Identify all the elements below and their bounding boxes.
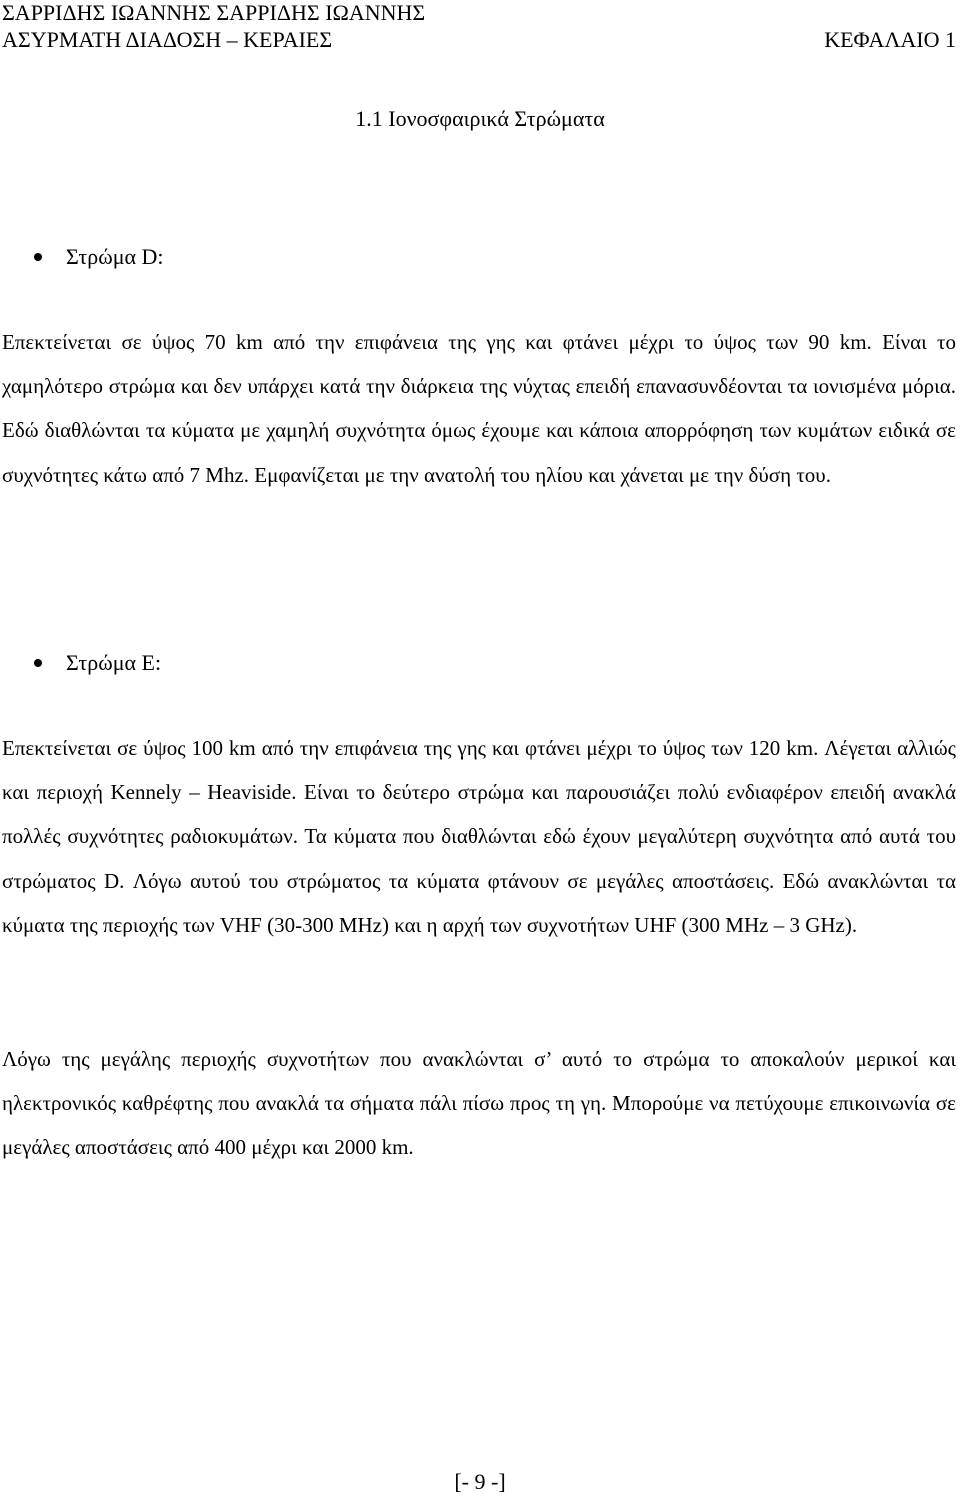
bullet-icon — [34, 659, 42, 667]
layer-e-paragraph-2: Λόγω της μεγάλης περιοχής συχνοτήτων που ανακλώνται σ’ αυτό το στρώμα το αποκαλούν μερικοί και ηλεκτρονικός καθρέφτης που ανακλά τα σήματα πάλι πίσω προς τη γη. Μπορούμε να πετύχουμε επικοινωνία σε μεγάλες αποστάσεις από 400 μέχρι και 2000 km. — [2, 1047, 956, 1160]
header-subject: ΑΣΥΡΜΑΤΗ ΔΙΑΔΟΣΗ – ΚΕΡΑΙΕΣ — [2, 27, 333, 52]
header-authors: ΣΑΡΡΙΔΗΣ ΙΩΑΝΝΗΣ ΣΑΡΡΙΔΗΣ ΙΩΑΝΝΗΣ — [2, 0, 426, 25]
header-chapter: ΚΕΦΑΛΑΙΟ 1 — [824, 27, 956, 52]
section-title: 1.1 Ιονοσφαιρικά Στρώματα — [355, 106, 605, 131]
page-number: [- 9 -] — [454, 1469, 506, 1494]
layer-d-heading: Στρώμα D: — [66, 244, 164, 269]
layer-e-heading-row — [34, 650, 161, 676]
layer-d-paragraph: Επεκτείνεται σε ύψος 70 km από την επιφάνεια της γης και φτάνει μέχρι το ύψος των 90 km. Είναι το χαμηλότερο στρώμα και δεν υπάρχει κατά την διάρκεια της νύχτας επειδή επανασυνδέονται τα ιονισμένα μόρια. Εδώ διαθλώνται τα κύματα με χαμηλή συχνότητα όμως έχουμε και κάποια απορρόφηση των κυμάτων ειδικά σε συχνότητες κάτω από 7 Mhz. Εμφανίζεται με την ανατολή του ηλίου και χάνεται με την δύση του. — [2, 330, 956, 487]
layer-d-heading-row — [34, 244, 164, 270]
bullet-icon — [34, 253, 42, 261]
layer-e-heading: Στρώμα E: — [66, 650, 162, 675]
layer-e-paragraph-1: Επεκτείνεται σε ύψος 100 km από την επιφάνεια της γης και φτάνει μέχρι το ύψος των 120 km. Λέγεται αλλιώς και περιοχή Kennely – Heaviside. Είναι το δεύτερο στρώμα και παρουσιάζει πολύ ενδιαφέρον επειδή ανακλά πολλές συχνότητες ραδιοκυμάτων. Τα κύματα που διαθλώνται εδώ έχουν μεγαλύτερη συχνότητα από αυτά του στρώματος D. Λόγω αυτού του στρώματος τα κύματα φτάνουν σε μεγάλες αποστάσεις. Εδώ ανακλώνται τα κύματα της περιοχής των VHF (30-300 MHz) και η αρχή των συχνοτήτων UHF (300 MHz – 3 GHz). — [2, 736, 956, 937]
